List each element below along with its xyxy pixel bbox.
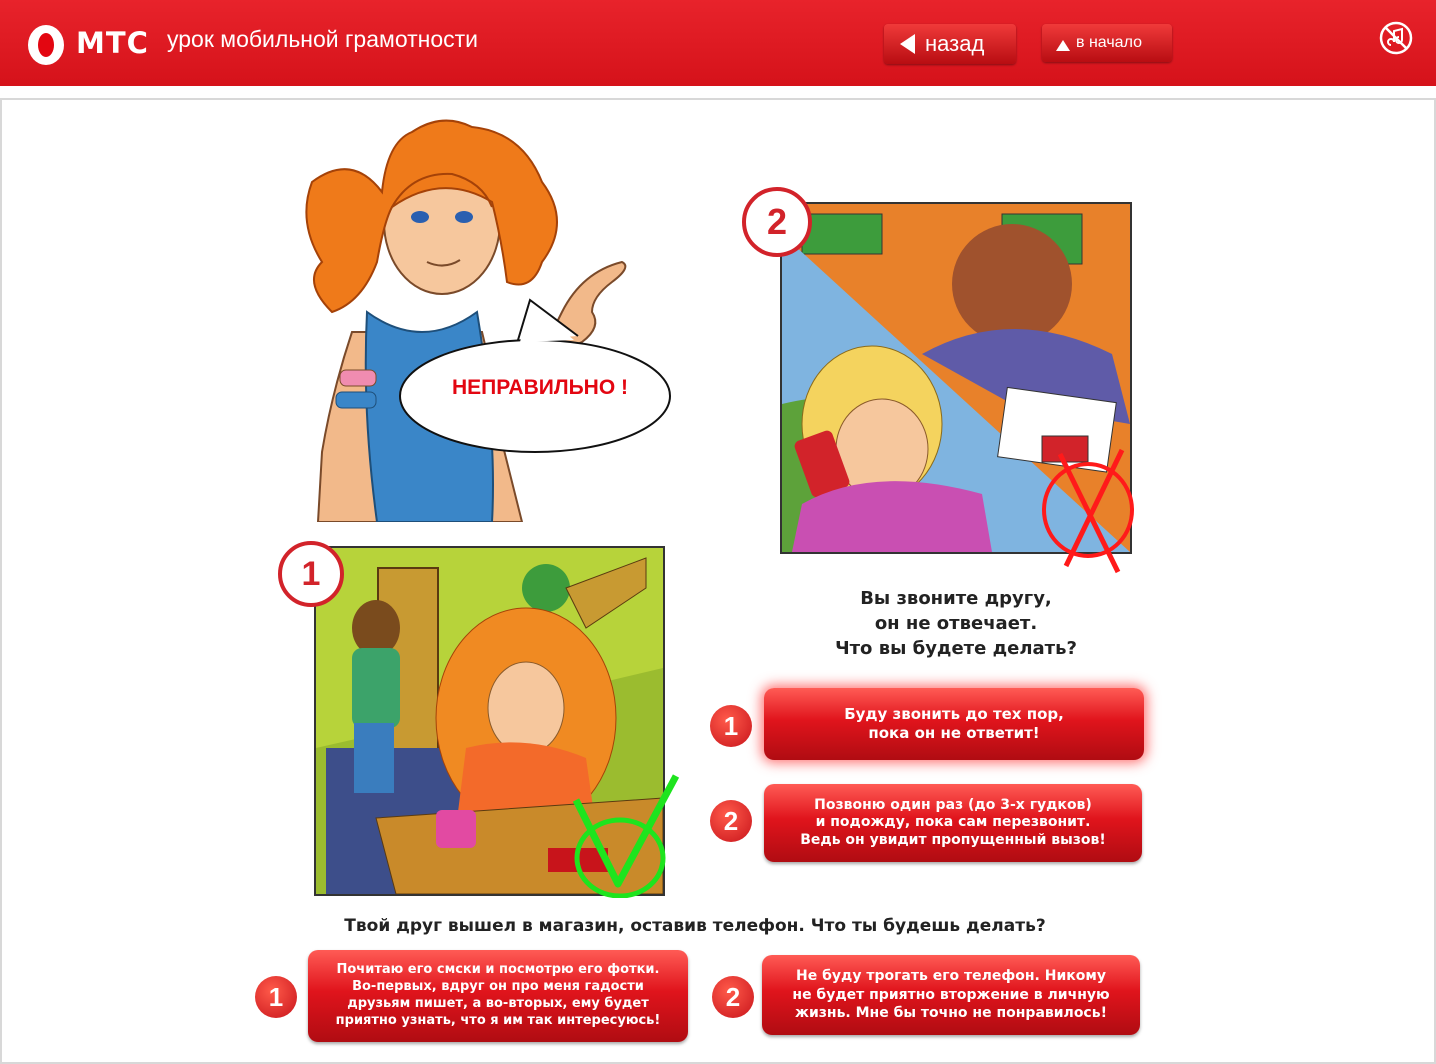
panel-number-badge: 2 bbox=[742, 187, 812, 257]
answer-text-line: Не буду трогать его телефон. Никому bbox=[796, 967, 1106, 984]
answer-text-line: приятно узнать, что я им так интересуюсь! bbox=[335, 1012, 661, 1028]
header-bar bbox=[0, 0, 1436, 86]
question-bottom: Твой друг вышел в магазин, оставив телефон. Что ты будешь делать? bbox=[344, 916, 1046, 936]
speech-bubble-text: НЕПРАВИЛЬНО ! bbox=[451, 376, 628, 399]
answer-bottom-option-2[interactable] bbox=[762, 955, 1140, 1035]
question-top-line: он не отвечает. bbox=[874, 613, 1038, 634]
answer-text-line: Почитаю его смски и посмотрю его фотки. bbox=[336, 962, 660, 978]
back-button-label: назад bbox=[925, 31, 985, 56]
up-arrow-icon bbox=[1056, 40, 1070, 51]
answer-top-option-2[interactable] bbox=[764, 784, 1142, 862]
start-button[interactable] bbox=[1042, 24, 1172, 62]
answer-number-badge: 1 bbox=[710, 705, 752, 747]
start-button-label: в начало bbox=[1076, 34, 1142, 51]
answer-text-line: Позвоню один раз (до 3-х гудков) bbox=[814, 796, 1092, 813]
answer-text-line: Буду звонить до тех пор, bbox=[844, 705, 1064, 724]
answer-text-line: и подожду, пока сам перезвонит. bbox=[815, 814, 1091, 831]
answer-text-line: не будет приятно вторжение в личную bbox=[792, 986, 1110, 1003]
question-top-line: Вы звоните другу, bbox=[860, 588, 1052, 609]
question-top-line: Что вы будете делать? bbox=[835, 638, 1077, 659]
answer-text-line: друзьям пишет, а во-вторых, ему будет bbox=[347, 996, 649, 1011]
answer-number-badge: 2 bbox=[710, 800, 752, 842]
panel-number-badge: 1 bbox=[278, 541, 344, 607]
answer-bottom-option-1[interactable] bbox=[308, 950, 688, 1042]
answer-number-badge: 2 bbox=[712, 976, 754, 1018]
back-arrow-icon bbox=[900, 34, 915, 54]
mts-egg-icon bbox=[28, 25, 64, 65]
answer-text-line: Во-первых, вдруг он про меня гадости bbox=[352, 979, 644, 995]
back-button[interactable] bbox=[884, 24, 1016, 64]
answer-text-line: жизнь. Мне бы точно не понравилось! bbox=[795, 1005, 1107, 1022]
wrong-cross-icon bbox=[1036, 444, 1136, 576]
sound-off-icon[interactable] bbox=[1379, 21, 1413, 55]
correct-check-icon bbox=[572, 770, 682, 898]
answer-top-option-1[interactable] bbox=[764, 688, 1144, 760]
question-top bbox=[800, 586, 1112, 661]
answer-text-line: Ведь он увидит пропущенный вызов! bbox=[800, 831, 1106, 848]
answer-text-line: пока он не ответит! bbox=[868, 724, 1040, 742]
brand-logo-text: МТС bbox=[76, 26, 149, 60]
app-subtitle: урок мобильной грамотности bbox=[167, 26, 479, 52]
answer-number-badge: 1 bbox=[255, 976, 297, 1018]
